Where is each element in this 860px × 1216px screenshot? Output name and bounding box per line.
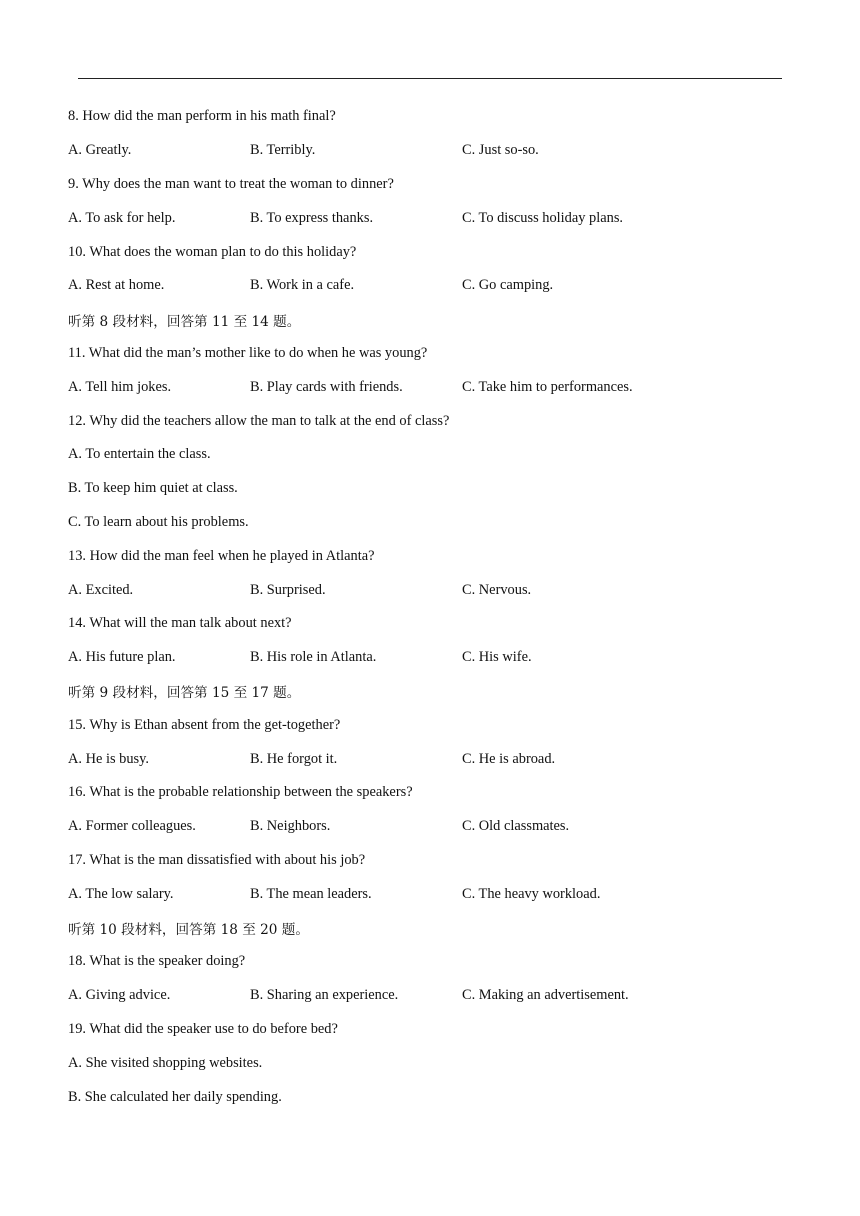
answer-option-text: A. She visited shopping websites. bbox=[68, 1054, 263, 1071]
question-text: 10. What does the woman plan to do this holiday? bbox=[68, 243, 357, 260]
answer-option-b: B. Sharing an experience. bbox=[250, 987, 399, 1004]
answer-option-text: B. She calculated her daily spending. bbox=[68, 1088, 282, 1105]
question-stem bbox=[68, 844, 808, 878]
question-stem bbox=[68, 404, 808, 438]
question-text: 17. What is the man dissatisfied with about his job? bbox=[68, 851, 366, 868]
question-text: 16. What is the probable relationship between the speakers? bbox=[68, 784, 413, 801]
answer-options-row bbox=[68, 810, 808, 844]
answer-option-a: A. To ask for help. bbox=[68, 209, 176, 226]
answer-option-text: A. To entertain the class. bbox=[68, 446, 211, 463]
question-stem bbox=[68, 776, 808, 810]
answer-option-c: C. Take him to performances. bbox=[462, 378, 633, 395]
answer-option-b: B. He forgot it. bbox=[250, 750, 338, 767]
answer-options-row bbox=[68, 269, 808, 303]
section-instruction-text: 听第 10 段材料，回答第 18 至 20 题。 bbox=[68, 922, 309, 939]
answer-option-a: A. Excited. bbox=[68, 581, 134, 598]
section-instruction-text: 听第 9 段材料，回答第 15 至 17 题。 bbox=[68, 685, 301, 702]
answer-option-b: B. To express thanks. bbox=[250, 209, 374, 226]
question-stem bbox=[68, 539, 808, 573]
section-instruction bbox=[68, 911, 808, 945]
answer-options-row bbox=[68, 573, 808, 607]
question-stem bbox=[68, 337, 808, 371]
answer-option-a: A. He is busy. bbox=[68, 750, 150, 767]
question-stem bbox=[68, 607, 808, 641]
answer-option-a: A. His future plan. bbox=[68, 649, 176, 666]
answer-option-text: B. To keep him quiet at class. bbox=[68, 480, 238, 497]
answer-options-row bbox=[68, 134, 808, 168]
section-instruction-text: 听第 8 段材料，回答第 11 至 14 题。 bbox=[68, 313, 301, 330]
question-stem bbox=[68, 945, 808, 979]
question-stem bbox=[68, 235, 808, 269]
question-text: 14. What will the man talk about next? bbox=[68, 615, 292, 632]
answer-option-a: A. The low salary. bbox=[68, 885, 174, 902]
question-stem bbox=[68, 168, 808, 202]
question-text: 8. How did the man perform in his math final? bbox=[68, 108, 336, 125]
answer-options-row bbox=[68, 201, 808, 235]
answer-option bbox=[68, 438, 808, 472]
answer-option-a: A. Tell him jokes. bbox=[68, 378, 172, 395]
section-instruction bbox=[68, 303, 808, 337]
answer-option-b: B. Play cards with friends. bbox=[250, 378, 403, 395]
answer-option-c: C. The heavy workload. bbox=[462, 885, 601, 902]
exam-page-content bbox=[68, 100, 808, 1114]
question-text: 13. How did the man feel when he played in Atlanta? bbox=[68, 547, 375, 564]
answer-option-c: C. To discuss holiday plans. bbox=[462, 209, 624, 226]
answer-option bbox=[68, 506, 808, 540]
answer-option bbox=[68, 472, 808, 506]
answer-option-b: B. Work in a cafe. bbox=[250, 277, 355, 294]
answer-option-a: A. Former colleagues. bbox=[68, 818, 196, 835]
question-text: 12. Why did the teachers allow the man to talk at the end of class? bbox=[68, 412, 450, 429]
answer-option-b: B. His role in Atlanta. bbox=[250, 649, 377, 666]
answer-options-row bbox=[68, 742, 808, 776]
answer-options-row bbox=[68, 979, 808, 1013]
answer-option-c: C. Old classmates. bbox=[462, 818, 570, 835]
answer-option-a: A. Rest at home. bbox=[68, 277, 165, 294]
answer-option-a: A. Giving advice. bbox=[68, 987, 171, 1004]
answer-options-row bbox=[68, 370, 808, 404]
answer-option-c: C. Making an advertisement. bbox=[462, 987, 629, 1004]
answer-option-c: C. Go camping. bbox=[462, 277, 554, 294]
answer-option-b: B. Surprised. bbox=[250, 581, 326, 598]
answer-option-text: C. To learn about his problems. bbox=[68, 513, 249, 530]
header-rule bbox=[78, 78, 782, 79]
answer-option bbox=[68, 1046, 808, 1080]
answer-option-b: B. The mean leaders. bbox=[250, 885, 372, 902]
question-text: 15. Why is Ethan absent from the get-together? bbox=[68, 716, 341, 733]
answer-option-c: C. Just so-so. bbox=[462, 142, 539, 159]
question-text: 9. Why does the man want to treat the woman to dinner? bbox=[68, 175, 394, 192]
question-stem bbox=[68, 1013, 808, 1047]
answer-option-b: B. Neighbors. bbox=[250, 818, 331, 835]
answer-option-b: B. Terribly. bbox=[250, 142, 316, 159]
answer-option-c: C. Nervous. bbox=[462, 581, 532, 598]
answer-options-row bbox=[68, 641, 808, 675]
question-stem bbox=[68, 100, 808, 134]
section-instruction bbox=[68, 675, 808, 709]
answer-option-a: A. Greatly. bbox=[68, 142, 132, 159]
question-text: 11. What did the man’s mother like to do when he was young? bbox=[68, 344, 428, 361]
answer-option bbox=[68, 1080, 808, 1114]
question-stem bbox=[68, 708, 808, 742]
question-text: 18. What is the speaker doing? bbox=[68, 953, 246, 970]
question-text: 19. What did the speaker use to do before bed? bbox=[68, 1020, 338, 1037]
answer-options-row bbox=[68, 877, 808, 911]
answer-option-c: C. He is abroad. bbox=[462, 750, 556, 767]
answer-option-c: C. His wife. bbox=[462, 649, 532, 666]
